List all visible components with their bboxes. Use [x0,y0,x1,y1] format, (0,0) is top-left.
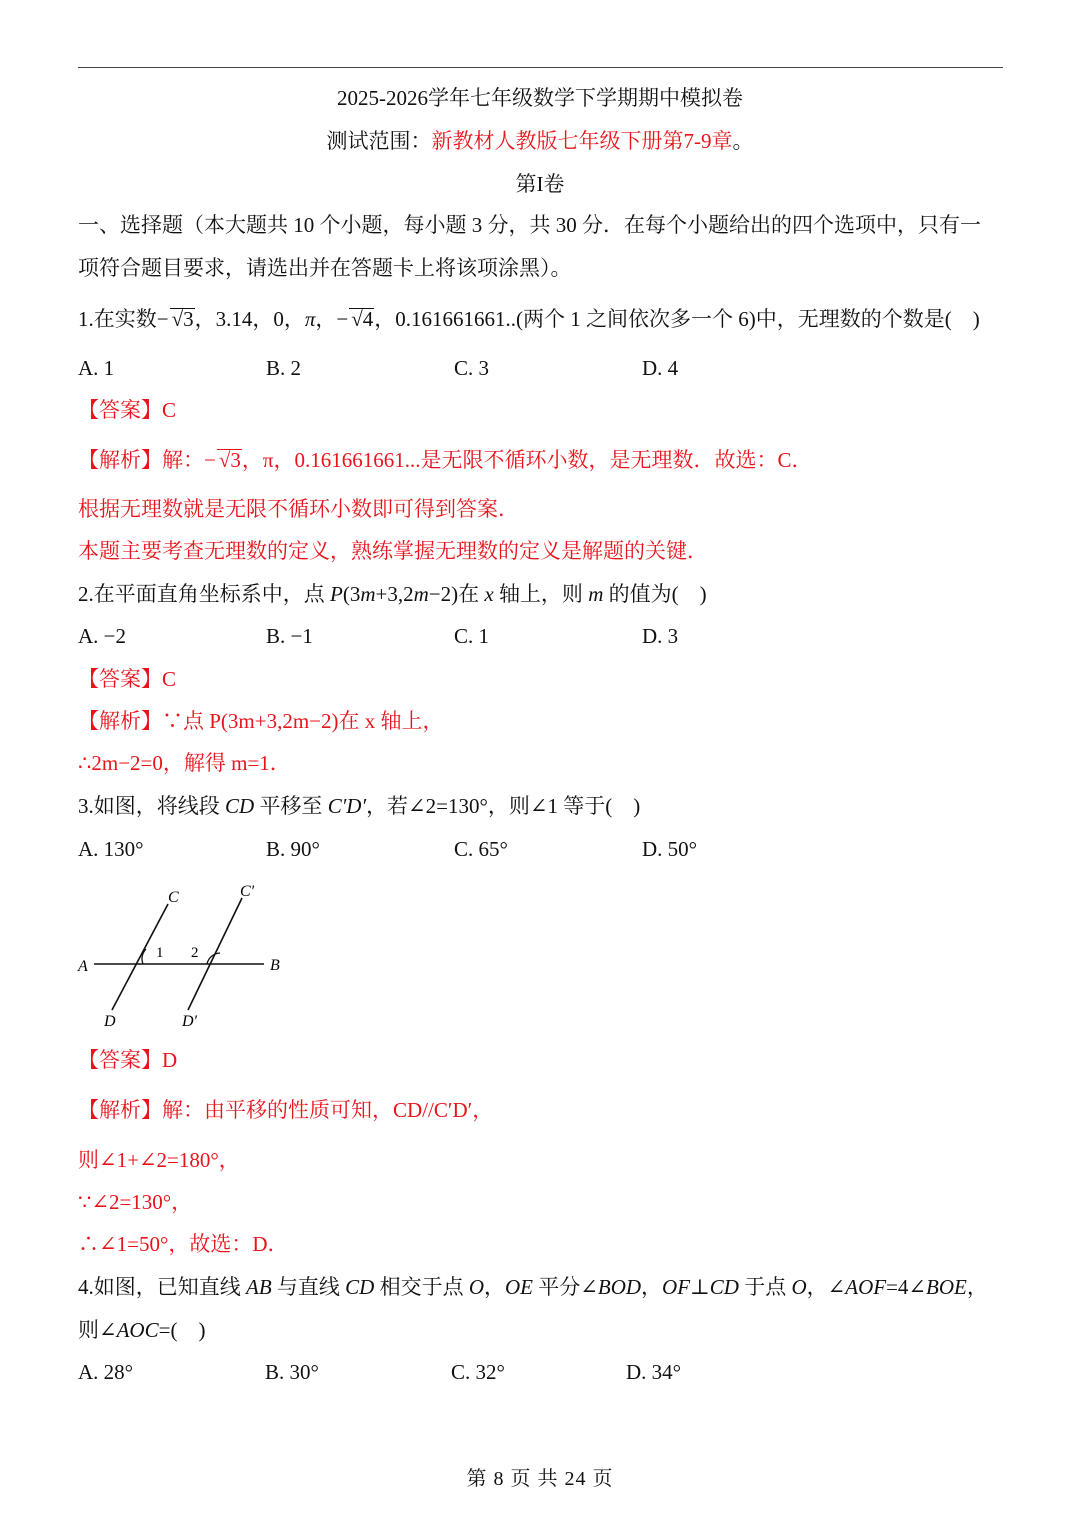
label-angle-1: 1 [156,945,164,961]
q4-text-b: 与直线 [271,1275,346,1299]
q4-point-o2: O [791,1275,807,1299]
q3-figure [76,876,296,1036]
test-scope-label: 测试范围： [326,129,432,153]
q1-answer-tag: 【答案】 [78,398,162,422]
q4-line-cd: CD [345,1275,375,1299]
q3-segment-cd: CD [225,794,255,818]
q4-text-c: 相交于点 [374,1275,469,1299]
q1-option-b: B. 2 [266,356,302,380]
q3-step-2: 则∠1+∠2=180°， [78,1148,240,1172]
q2-var-m3: m [588,582,604,606]
q3-text-c: ，若∠2=130°，则∠1 等于( ) [366,794,641,818]
q1-text-b: ，3.14，0， [194,307,305,331]
q4-text-l: 则∠ [78,1318,117,1342]
q4-line-ab: AB [246,1275,272,1299]
q4-ray-of: OF [662,1275,691,1299]
page-footer: 第 8 页 共 24 页 [466,1468,614,1490]
section-heading-line1: 一、选择题（本大题共 10 个小题，每小题 3 分，共 30 分．在每个小题给出的四个选项中，只有一 [78,213,981,237]
q2-text-f: 的值为( ) [603,582,707,606]
q4-line-cd2: CD [709,1275,739,1299]
q4-text-f: ， [641,1275,663,1299]
q3-option-c: C. 65° [454,837,508,861]
q4-option-d: D. 34° [626,1360,682,1384]
q4-angle-aoc: AOC [116,1318,159,1342]
q2-answer [78,667,176,692]
q1-radicand-2: 4 [362,307,374,331]
q2-option-b: B. −1 [266,624,313,648]
q2-answer-value: C [162,667,177,691]
q3-text-a: 3.如图，将线段 [78,794,225,818]
test-scope [0,129,1080,154]
q4-text-g: ⊥ [690,1275,710,1299]
q3-step-4: ∴∠1=50°，故选：D． [78,1232,289,1256]
q2-text-a: 2.在平面直角坐标系中，点 [78,582,330,606]
q4-ray-oe: OE [505,1275,534,1299]
q1-option-c: C. 3 [454,356,490,380]
label-angle-2: 2 [191,945,199,961]
q3-answer [78,1048,177,1073]
q3-step-3: ∵∠2=130°， [78,1190,193,1214]
q2-option-c: C. 1 [454,624,490,648]
q1-option-a: A. 1 [78,356,115,380]
test-scope-end: 。 [732,129,754,153]
label-b: B [270,957,280,974]
q2-analysis-tag: 【解析】 [78,709,162,733]
q3-text-b: 平移至 [254,794,328,818]
q3-option-a: A. 130° [78,837,144,861]
q1-sqrt-1: √3 [171,307,194,331]
q3-answer-tag: 【答案】 [78,1048,162,1072]
q2-analysis [78,709,444,734]
q1-analysis-a: 解：− [162,448,216,472]
q1-answer [78,398,176,423]
label-d-prime: D′ [182,1013,198,1030]
label-c: C [168,889,179,906]
q4-option-c: C. 32° [451,1360,505,1384]
label-c-prime: C′ [240,883,255,900]
q1-note-1: 根据无理数就是无限不循环小数即可得到答案． [78,497,519,521]
q2-answer-tag: 【答案】 [78,667,162,691]
q4-option-b: B. 30° [265,1360,319,1384]
q2-var-m2: m [413,582,429,606]
q1-radicand-1: 3 [183,307,194,331]
q4-stem-line1 [78,1275,988,1300]
q2-var-m1: m [360,582,376,606]
q2-analysis-text: ∵点 P(3m+3,2m−2)在 x 轴上， [162,709,444,733]
q4-angle-aof: AOF [845,1275,887,1299]
label-d: D [104,1013,116,1030]
q4-text-h: 于点 [738,1275,792,1299]
q3-option-d: D. 50° [642,837,698,861]
q3-answer-value: D [162,1048,178,1072]
q1-stem [78,307,980,332]
q3-analysis-tag: 【解析】 [78,1098,162,1122]
q1-text-d: ，0.161661661..(两个 1 之间依次多一个 6)中，无理数的个数是( ) [374,307,980,331]
q4-text-j: =4∠ [886,1275,927,1299]
page-title: 2025-2026学年七年级数学下学期期中模拟卷 [337,86,743,110]
q2-text-d: −2)在 [428,582,485,606]
q4-text-d: ， [484,1275,506,1299]
q1-analysis-b: ，π，0.161661661...是无限不循环小数，是无理数．故选：C． [241,448,813,472]
q4-stem-line2 [78,1318,205,1343]
q4-point-o1: O [468,1275,485,1299]
volume-label: 第I卷 [515,172,565,196]
label-a: A [78,958,88,975]
test-scope-value: 新教材人教版七年级下册第7-9章 [431,129,733,153]
q2-var-x: x [484,582,494,606]
q1-analysis [78,448,812,473]
q2-step-2: ∴2m−2=0，解得 m=1． [78,751,291,775]
q1-analysis-radicand: 3 [230,448,241,472]
q4-angle-bod: BOD [597,1275,642,1299]
q1-pi: π [304,307,316,331]
q3-analysis [78,1098,493,1123]
q1-analysis-tag: 【解析】 [78,448,162,472]
q4-text-a: 4.如图，已知直线 [78,1275,246,1299]
q1-answer-value: C [162,398,177,422]
q2-text-c: +3,2 [375,582,414,606]
q3-segment-cd-prime: C′D′ [327,794,367,818]
q3-stem [78,794,640,819]
q2-option-a: A. −2 [78,624,127,648]
q4-option-a: A. 28° [78,1360,134,1384]
q1-note-2: 本题主要考查无理数的定义，熟练掌握无理数的定义是解题的关键． [78,539,708,563]
q4-angle-boe: BOE [926,1275,967,1299]
q1-sqrt-2: √4 [351,307,374,331]
q4-text-m: =( ) [158,1318,206,1342]
q1-analysis-sqrt: √3 [218,448,241,472]
q4-text-e: 平分∠ [533,1275,598,1299]
q3-analysis-text: 解：由平移的性质可知，CD//C′D′， [162,1098,494,1122]
q4-text-k: ， [966,1275,988,1299]
q2-text-b: (3 [342,582,361,606]
q2-stem [78,582,707,607]
q1-text-c: ，− [315,307,349,331]
q4-text-i: ，∠ [806,1275,846,1299]
section-heading-line2: 项符合题目要求，请选出并在答题卡上将该项涂黑）。 [78,256,572,280]
q2-point-p: P [330,582,343,606]
header-rule [78,67,1003,68]
q1-option-d: D. 4 [642,356,679,380]
q3-option-b: B. 90° [266,837,320,861]
q2-option-d: D. 3 [642,624,679,648]
q2-text-e: 轴上，则 [493,582,589,606]
q1-text-a: 1.在实数− [78,307,169,331]
